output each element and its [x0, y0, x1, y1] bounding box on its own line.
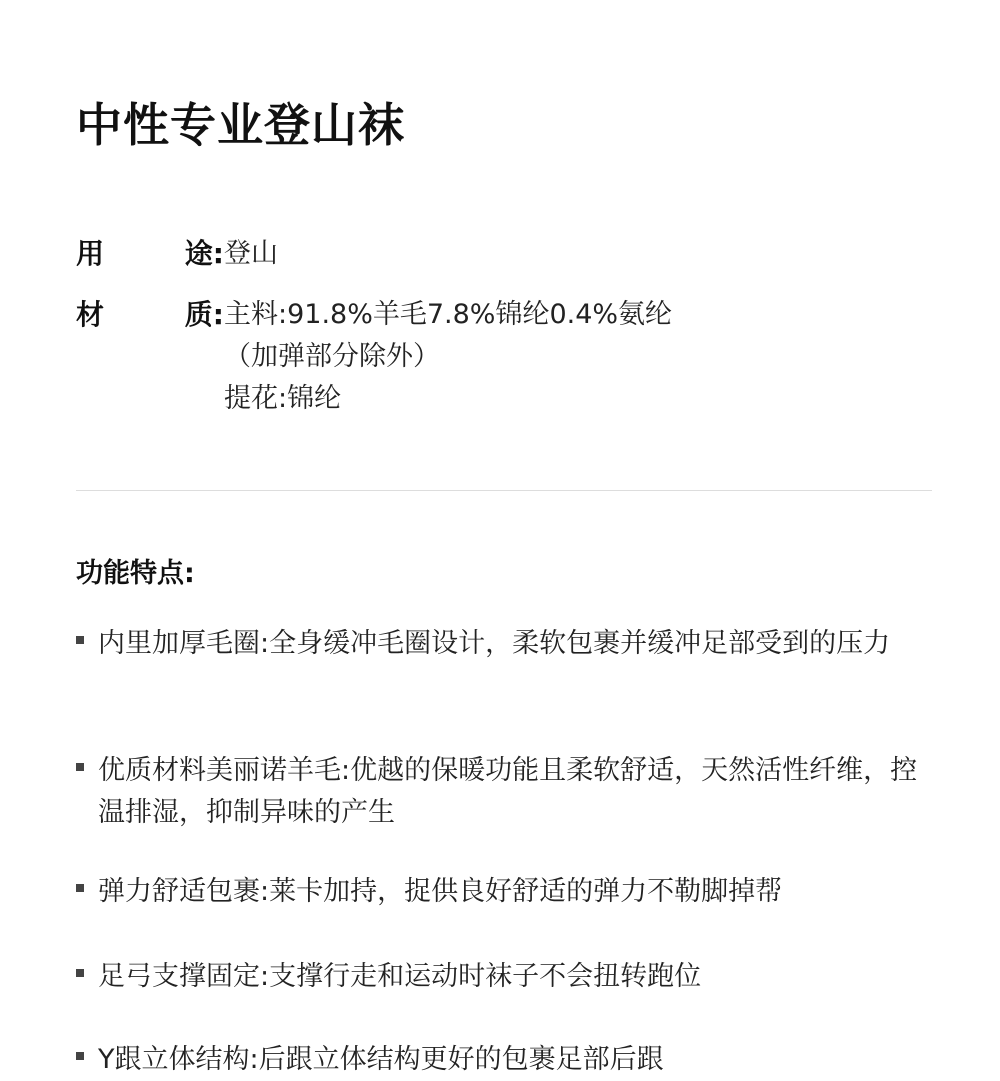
feature-item	[76, 750, 936, 834]
section-divider	[76, 490, 932, 491]
feature-text: 足弓支撑固定:支撑行走和运动时袜子不会扭转跑位	[98, 961, 702, 992]
spec-value-usage-text: 登山	[224, 238, 278, 269]
spec-value-material-line-3: 提花:锦纶	[224, 383, 342, 414]
feature-item	[76, 871, 936, 913]
spec-label-usage	[76, 236, 224, 278]
bullet-square-icon	[76, 1052, 84, 1060]
feature-item	[76, 1039, 936, 1081]
spec-label-usage-second: 途:	[184, 237, 224, 270]
spec-value-material	[224, 297, 672, 423]
bullet-square-icon	[76, 884, 84, 892]
bullet-square-icon	[76, 969, 84, 977]
spec-value-material-line-1: 主料:91.8%羊毛7.8%锦纶0.4%氨纶	[224, 299, 673, 330]
spec-label-usage-first: 用	[76, 237, 105, 270]
bullet-square-icon	[76, 636, 84, 644]
spec-row-usage	[76, 236, 278, 278]
product-title: 中性专业登山袜	[76, 98, 405, 152]
feature-item	[76, 623, 936, 665]
feature-item	[76, 956, 936, 998]
spec-row-material	[76, 297, 672, 423]
spec-value-usage	[224, 236, 278, 278]
bullet-square-icon	[76, 763, 84, 771]
spec-value-material-line-2: （加弹部分除外）	[224, 341, 440, 372]
feature-text: 优质材料美丽诺羊毛:优越的保暖功能且柔软舒适，天然活性纤维，控温排湿，抑制异味的产生	[98, 755, 918, 828]
feature-text: Y跟立体结构:后跟立体结构更好的包裹足部后跟	[98, 1044, 664, 1075]
spec-label-material-second: 质:	[184, 298, 224, 331]
feature-text: 内里加厚毛圈:全身缓冲毛圈设计，柔软包裹并缓冲足部受到的压力	[98, 628, 891, 659]
spec-label-material-first: 材	[76, 298, 105, 331]
spec-label-material	[76, 297, 224, 423]
feature-text: 弹力舒适包裹:莱卡加持，捉供良好舒适的弹力不勒脚掉帮	[98, 876, 783, 907]
features-title: 功能特点:	[76, 558, 195, 589]
